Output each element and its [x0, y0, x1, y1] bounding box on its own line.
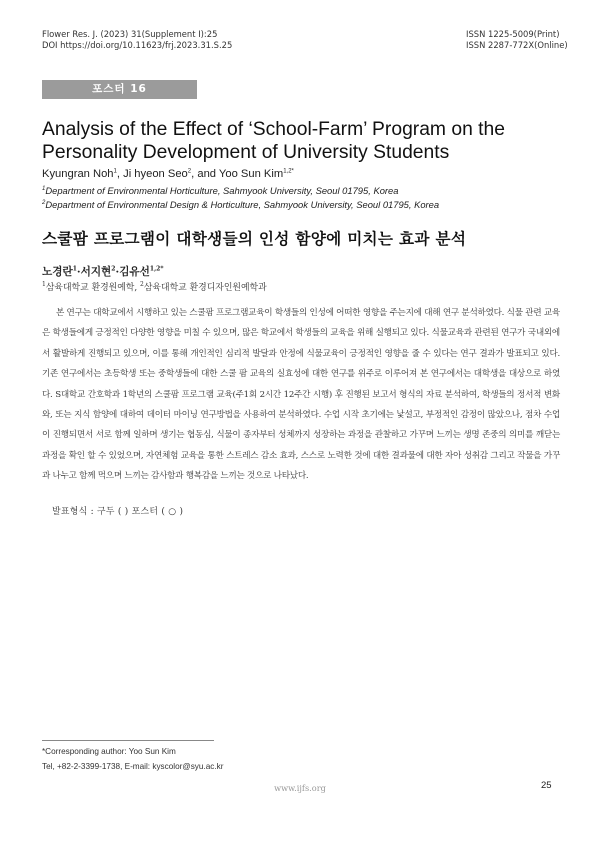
journal-citation: Flower Res. J. (2023) 31(Supplement Ⅰ):25 — [42, 29, 218, 39]
affiliation-text: 삼육대학교 환경디자인원예학과 — [143, 283, 267, 293]
english-title: Analysis of the Effect of ‘School-Farm’ Program on the Personality Development of University Students — [42, 119, 505, 163]
english-affiliation — [42, 198, 572, 211]
author-sup: 2 — [187, 168, 192, 175]
author-sup: 1,2* — [149, 265, 164, 273]
issn-online: ISSN 2287-772X(Online) — [466, 40, 568, 50]
author-separator: , and — [191, 168, 219, 180]
journal-website[interactable]: www.ijfs.org — [274, 783, 326, 793]
affiliation-text: Department of Environmental Design & Horticulture, Sahmyook University, Seoul 01795, Korea — [45, 199, 440, 210]
korean-authors — [42, 264, 163, 279]
author-separator: , — [116, 168, 124, 180]
author-separator: · — [115, 266, 120, 278]
author-sup: 1,2* — [283, 168, 294, 175]
affiliation-text: Department of Environmental Horticulture, Sahmyook University, Seoul 01795, Korea — [45, 185, 399, 196]
korean-affiliations — [42, 280, 267, 293]
footnote — [42, 744, 223, 774]
affiliation-sup: 2 — [140, 281, 144, 289]
contact-info: Tel, +82-2-3399-1738, E-mail: kyscolor@syu.ac.kr — [42, 762, 224, 771]
author-name: Yoo Sun Kim — [218, 168, 284, 180]
author-name: 서지현 — [80, 266, 112, 278]
doi-text[interactable]: DOI https://doi.org/10.11623/frj.2023.31.S.25 — [42, 40, 233, 50]
author-name: Ji hyeon Seo — [123, 168, 188, 180]
affiliation-sup: 2 — [42, 199, 46, 206]
author-sup: 2 — [111, 265, 116, 273]
english-affiliation — [42, 184, 572, 197]
affiliation-sup: 1 — [42, 185, 46, 192]
presentation-format: 발표형식 : 구두 ( ) 포스터 ( ○ ) — [52, 507, 184, 517]
affiliation-text: 삼육대학교 환경원예학, — [45, 283, 141, 293]
running-header-left — [42, 29, 232, 51]
author-sup: 1 — [113, 168, 117, 175]
author-sup: 1 — [72, 265, 77, 273]
author-name: 노경란 — [42, 266, 73, 278]
page-number: 25 — [541, 780, 552, 791]
session-tag: 포스터 16 — [42, 80, 197, 99]
english-authors — [42, 168, 294, 180]
author-separator: · — [76, 266, 81, 278]
footnote-divider — [42, 740, 214, 741]
author-name: 김유선 — [119, 266, 150, 278]
issn-print: ISSN 1225-5009(Print) — [466, 29, 560, 39]
author-name: Kyungran Noh — [42, 168, 114, 180]
korean-title: 스쿨팜 프로그램이 대학생들의 인성 함양에 미치는 효과 분석 — [42, 229, 467, 248]
corresponding-author: *Corresponding author: Yoo Sun Kim — [42, 747, 176, 756]
affiliation-sup: 1 — [42, 281, 46, 289]
abstract-body: 본 연구는 대학교에서 시행하고 있는 스쿨팜 프로그램교육이 학생들의 인성에 어떠한 영향을 주는지에 대해 연구 분석하였다. 식물 관련 교육은 학생들에게 긍정적인 다양한 영향을 미칠 수 있으며, 많은 학교에서 학생들의 교육을 위해 실행되고 있다. 식물교육과 관련된 연구가 국내외에서 활발하게 진행되고 있으며, 이를 통해 개인적인 심리적 발달과 안정에 식물교육이 긍정적인 영향을 줄 수 있다는 연구 결과가 발표되고 있다. 기존 연구에서는 초등학생 또는 중학생들에 대한 스쿨 팜 교육의 실효성에 대한 연구를 위주로 이루어져 본 연구에서는 대학생을 대상으로 하였다. S대학교 간호학과 1학년의 스쿨팜 프로그램 교육(주1회 2시간 12주간 시행) 후 진행된 보고서 형식의 자료 분석하여, 학생들의 정서적 변화와, 또는 지식 함양에 대하여 데이터 마이닝 연구방법을 사용하여 분석하였다. 수업 시작 초기에는 낯설고, 부정적인 감정이 많았으나, 점차 수업이 진행되면서 서로 함께 일하며 생기는 협동심, 식물이 종자부터 성체까지 성장하는 과정을 관찰하고 가꾸며 느끼는 생명 존중의 의미를 깨닫는 과정을 확인 할 수 있었으며, 자연체험 교육을 통한 스트레스 감소 효과, 스스로 노력한 것에 대한 결과물에 대한 자아 성취감 그리고 작물을 가꾸과 나누고 함께 먹으며 느끼는 감사함과 행복감을 느끼는 것으로 나타났다. — [42, 308, 560, 482]
running-header-right — [466, 29, 568, 51]
